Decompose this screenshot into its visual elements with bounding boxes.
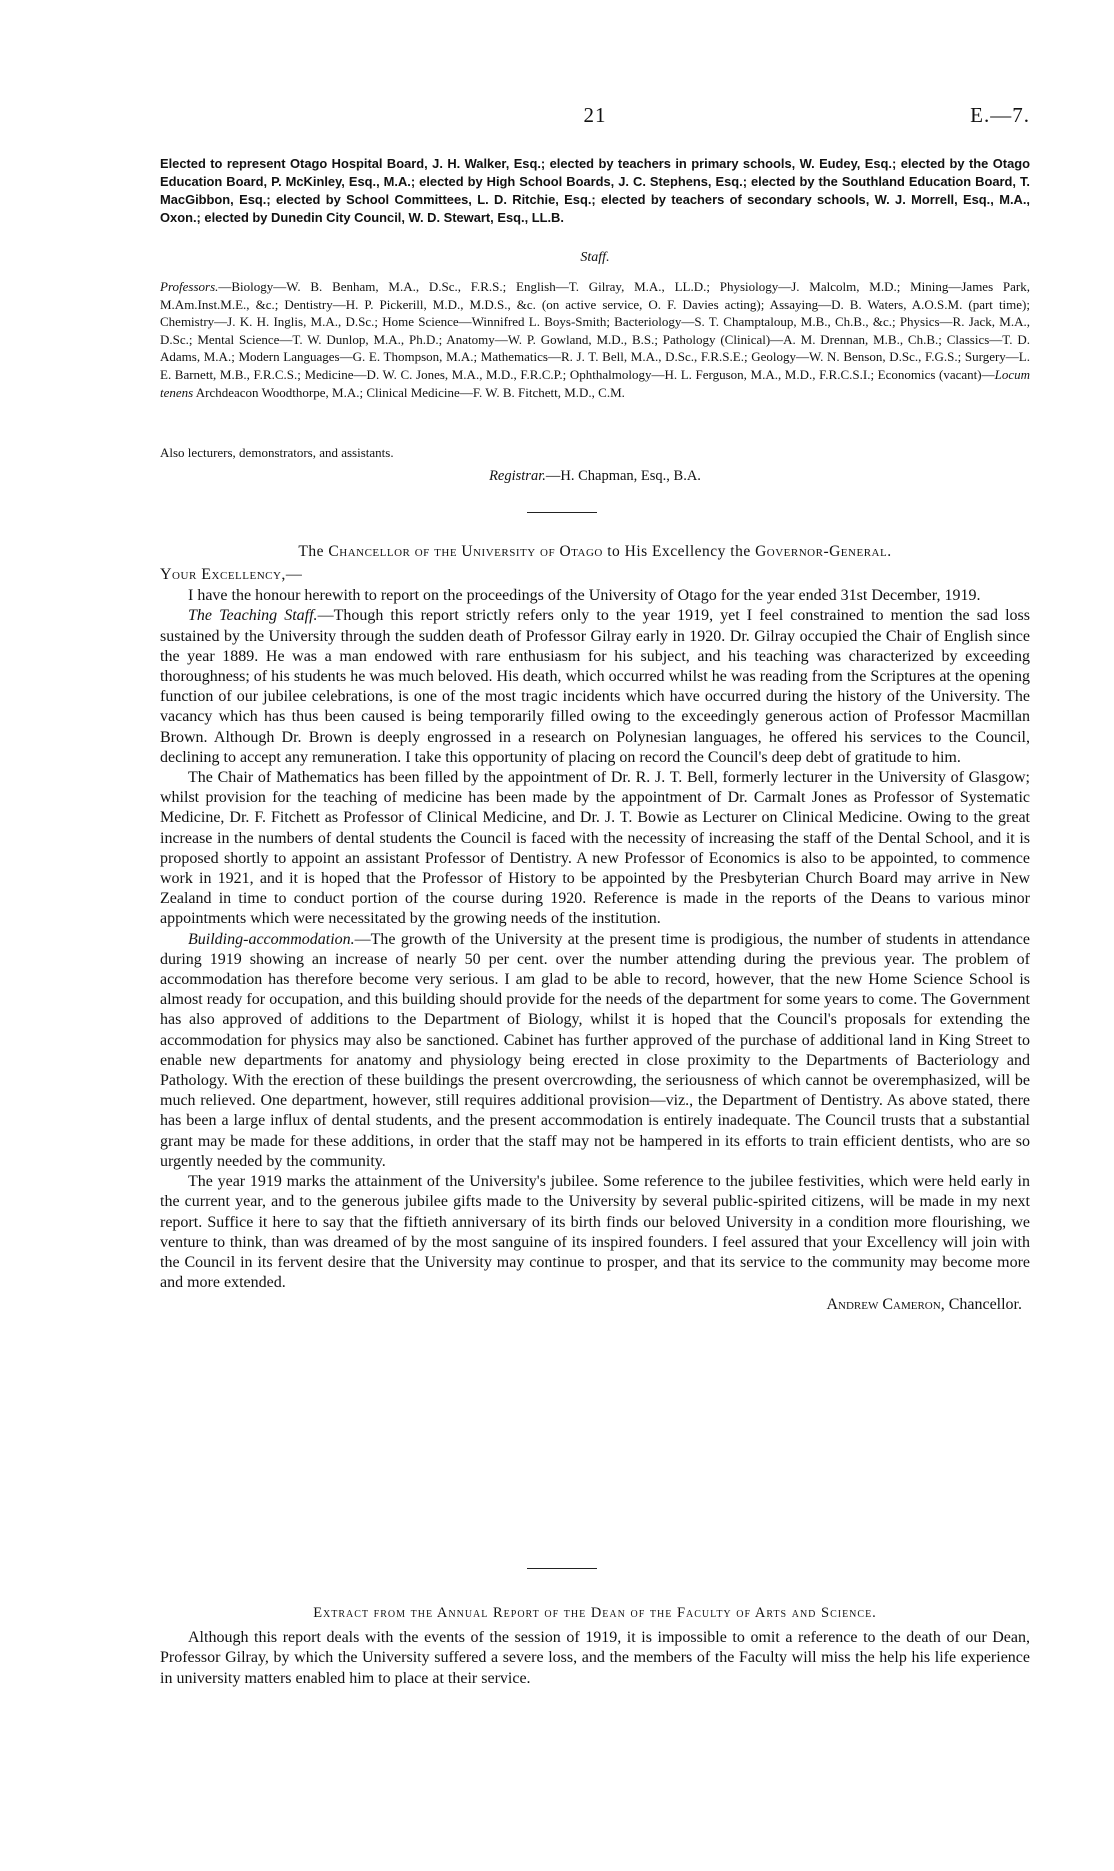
professors-text-continued: Archdeacon Woodthorpe, M.A.; Clinical Medicine—F. W. B. Fitchett, M.D., C.M. (193, 384, 625, 400)
signature-name: Andrew Cameron (826, 1296, 941, 1314)
address-prefix: The (298, 543, 329, 560)
professors-label: Professors. (160, 279, 219, 294)
section-divider (527, 512, 597, 513)
address-heading (160, 543, 1030, 561)
page-number: 21 (583, 103, 607, 127)
staff-paragraph (160, 278, 1030, 401)
staff-list (160, 278, 1030, 401)
teaching-staff-text: —Though this report strictly refers only to the year 1919, yet I feel constrained to mention the sad loss sustained by the University through the sudden death of Professor Gilray early in 1920. Dr. Gilray occupied the Chair of English since the year 1889. He was a man endowed with rare enthusiasm for his subject, and his teaching was characterized by exceeding thoroughness; of his students he was much beloved. His death, which occurred whilst he was reading from the Scriptures at the opening function of our jubilee celebrations, is one of the most tragic incidents which have occurred during the history of the University. The vacancy which has thus been caused is being temporarily filled owing to the exceedingly generous action of Professor Macmillan Brown. Although Dr. Brown is deeply engrossed in a research on Polynesian languages, he offered his services to the Council, declining to accept any remuneration. I take this opportunity of placing on record the Council's deep debt of gratitude to him. (160, 607, 1030, 766)
building-text: —The growth of the University at the present time is prodigious, the number of students in attendance during 1919 showing an increase of nearly 50 per cent. over the number attending during the previous year. The problem of accommodation has therefore become very serious. I am glad to be able to record, however, that the new Home Science School is almost ready for occupation, and this building should provide for the needs of the department for some years to come. The Government has also approved of additions to the Department of Biology, whilst it is hoped that the Council's proposals for extending the accommodation for physics may also be sanctioned. Cabinet has further approved of the purchase of additional land in King Street to enable new departments for anatomy and physiology being erected in close proximity to the Departments of Bacteriology and Pathology. With the erection of these buildings the present overcrowding, the seriousness of which cannot be overemphasized, will be much relieved. One department, however, still requires additional provision—viz., the Department of Dentistry. As above stated, there has been a large influx of dental students, and the present accommodation is entirely inadequate. The Council trusts that a substantial grant may be made for these additions, in order that the staff may not be hampered in its efforts to train efficient dentists, who are so urgently needed by the community. (160, 930, 1030, 1170)
elected-representatives (160, 155, 1030, 227)
also-lecturers: Also lecturers, demonstrators, and assistants. (160, 445, 394, 460)
salutation: Your Excellency,— (160, 566, 303, 583)
chancellor-report (160, 565, 1030, 1316)
teaching-staff-heading: The Teaching Staff. (188, 607, 318, 625)
address-middle: to His Excellency the (602, 543, 756, 560)
registrar-label: Registrar. (489, 468, 546, 484)
staff-heading: Staff. (580, 250, 610, 265)
document-reference: E.—7. (970, 103, 1030, 127)
signature (160, 1295, 1030, 1315)
section-divider-2 (527, 1568, 597, 1569)
address-suffix: . (887, 543, 892, 560)
mathematics-paragraph: The Chair of Mathematics has been filled by the appointment of Dr. R. J. T. Bell, formerly lecturer in the University of Glasgow; whilst provision for the teaching of medicine has been made by the appointment of Dr. Carmalt Jones as Professor of Systematic Medicine, Dr. F. Fitchett as Professor of Clinical Medicine, and Dr. J. T. Bowie as Lecturer on Clinical Medicine. Owing to the great increase in the numbers of dental students the Council is faced with the necessity of increasing the staff of the Dental School, and it is proposed shortly to appoint an assistant Professor of Dentistry. A new Professor of Economics is also to be appointed, to commence work in 1921, and it is hoped that the Professor of History to be appointed by the Presbyterian Church Board may arrive in New Zealand in time to conduct portion of the course during 1920. Reference is made in the reports of the Deans to various minor appointments which were necessitated by the growing needs of the institution. (160, 769, 1030, 928)
chancellor-title: Chancellor of the University of Otago (328, 543, 603, 560)
building-paragraph (160, 930, 1030, 1172)
jubilee-paragraph: The year 1919 marks the attainment of the University's jubilee. Some reference to the jubilee festivities, which were held early in the current year, and to the generous jubilee gifts made to the University by several public-spirited citizens, will be made in my next report. Suffice it here to say that the fiftieth anniversary of its birth finds our beloved University in a condition more flourishing, we venture to think, than was dreamed of by the most sanguine of its inspired founders. I feel assured that your Excellency will join with the Council in its fervent desire that the University may continue to prosper, and that its service to the community may become more and more extended. (160, 1173, 1030, 1292)
extract-heading: Extract from the Annual Report of the Dean of the Faculty of Arts and Science. (313, 1605, 877, 1621)
page-header (160, 103, 1030, 139)
signature-title: , Chancellor. (940, 1296, 1022, 1314)
registrar-line (160, 468, 1030, 485)
dean-extract (160, 1628, 1030, 1689)
elected-text: Elected to represent Otago Hospital Board, J. H. Walker, Esq.; elected by teachers in primary schools, W. Eudey, Esq.; elected by the Otago Education Board, P. McKinley, Esq., M.A.; elected by High School Boards, J. C. Stephens, Esq.; elected by the Southland Education Board, T. MacGibbon, Esq.; elected by School Committees, L. D. Ritchie, Esq.; elected by teachers of secondary schools, W. J. Morrell, Esq., M.A., Oxon.; elected by Dunedin City Council, W. D. Stewart, Esq., LL.B. (160, 156, 1030, 225)
teaching-staff-paragraph (160, 606, 1030, 768)
intro-paragraph: I have the honour herewith to report on the proceedings of the University of Otago for the year ended 31st December, 1919. (188, 587, 981, 605)
registrar-name: —H. Chapman, Esq., B.A. (545, 468, 701, 484)
extract-paragraph: Although this report deals with the events of the session of 1919, it is impossible to omit a reference to the death of our Dean, Professor Gilray, by which the University suffered a severe loss, and the members of the Faculty will miss the help his life experience in university matters enabled him to place at their service. (160, 1629, 1030, 1687)
building-heading: Building-accommodation. (188, 930, 355, 948)
governor-title: Governor-General (755, 543, 888, 560)
locum-tenens-label: Locum tenens (160, 366, 1030, 400)
professors-text: —Biology—W. B. Benham, M.A., D.Sc., F.R.S.; English—T. Gilray, M.A., LL.D.; Physiology—J. Malcolm, M.D.; Mining—James Park, M.Am.Inst.M.E., &c.; Dentistry—H. P. Pickerill, M.D., M.D.S., &c. (on active service, O. F. Davies acting); Assaying—D. B. Waters, A.O.S.M. (part time); Chemistry—J. K. H. Inglis, M.A., D.Sc.; Home Science—Winnifred L. Boys-Smith; Bacteriology—S. T. Champtaloup, M.B., Ch.B., &c.; Physics—R. Jack, M.A., D.Sc.; Mental Science—T. W. Dunlop, M.A., Ph.D.; Anatomy—W. P. Gowland, M.D., B.S.; Pathology (Clinical)—A. M. Drennan, M.B., Ch.B.; Classics—T. D. Adams, M.A.; Modern Languages—G. E. Thompson, M.A.; Mathematics—R. J. T. Bell, M.A., D.Sc., F.R.S.E.; Geology—W. N. Benson, D.Sc., F.G.S.; Surgery—L. E. Barnett, M.B., F.R.C.S.; Medicine—D. W. C. Jones, M.A., M.D., F.R.C.P.; Ophthalmology—H. L. Ferguson, M.A., M.D., F.R.C.S.I.; Economics (vacant)— (160, 279, 1030, 382)
